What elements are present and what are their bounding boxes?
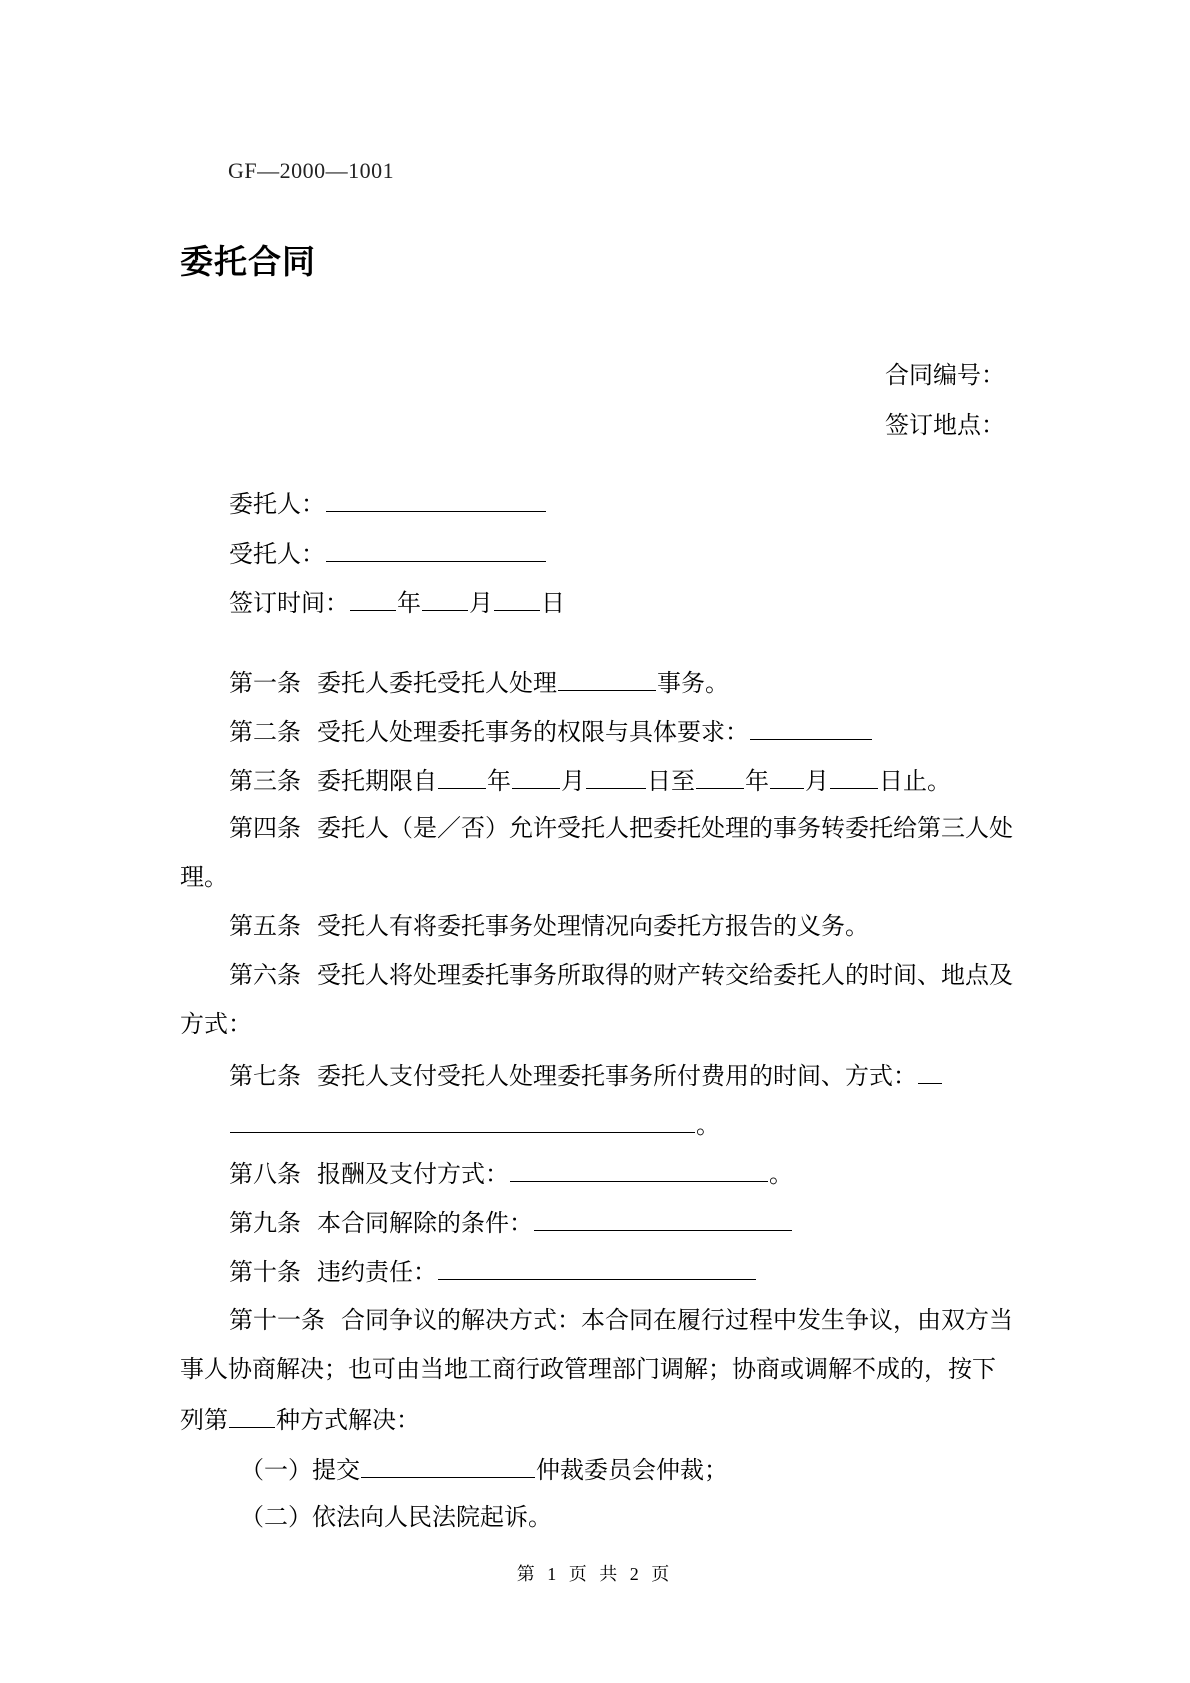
article-9-number: 第九条 [229, 1209, 301, 1237]
article-7-blank-start[interactable] [918, 1057, 942, 1084]
article-5 [229, 909, 869, 943]
agent-label: 受托人： [229, 540, 325, 568]
article-11-text: 合同争议的解决方式：本合同在履行过程中发生争议，由双方当 [341, 1306, 1013, 1334]
article-3-number: 第三条 [229, 767, 301, 795]
article-7-blank[interactable] [230, 1106, 695, 1133]
sign-year-blank[interactable] [350, 584, 396, 611]
article-11-continuation-1: 事人协商解决；也可由当地工商行政管理部门调解；协商或调解不成的，按下 [180, 1355, 996, 1383]
option-1 [240, 1451, 728, 1487]
page-footer: 第 1 页 共 2 页 [516, 1564, 674, 1584]
document-code: GF—2000—1001 [228, 158, 395, 183]
day-label: 日 [541, 589, 565, 617]
article-5-number: 第五条 [229, 912, 301, 940]
article-3-day1-blank[interactable] [586, 762, 646, 789]
article-3-month2-label: 月 [805, 767, 829, 795]
article-5-text: 受托人有将委托事务处理情况向委托方报告的义务。 [317, 912, 869, 940]
article-3-year1-label: 年 [487, 767, 511, 795]
article-1 [229, 664, 729, 700]
article-3-day-to-label: 日至 [647, 767, 695, 795]
article-4-text: 委托人（是／否）允许受托人把委托处理的事务转委托给第三人处 [317, 814, 1013, 842]
article-6-text: 受托人将处理委托事务所取得的财产转交给委托人的时间、地点及 [317, 961, 1013, 989]
article-1-blank[interactable] [558, 664, 656, 691]
article-2-blank[interactable] [750, 713, 872, 740]
article-3-month2-blank[interactable] [770, 762, 804, 789]
article-8 [229, 1155, 793, 1191]
article-2-text: 受托人处理委托事务的权限与具体要求： [317, 718, 749, 746]
article-4 [229, 811, 1013, 845]
article-8-end: 。 [769, 1160, 793, 1188]
article-4-continuation: 理。 [180, 863, 228, 891]
article-8-blank[interactable] [510, 1155, 768, 1182]
article-10 [229, 1253, 757, 1289]
article-3-end-label: 日止。 [879, 767, 951, 795]
option-1-text-end: 仲裁委员会仲裁； [536, 1456, 728, 1484]
article-1-text-end: 事务。 [657, 669, 729, 697]
article-11-number: 第十一条 [229, 1306, 325, 1334]
article-3-year2-label: 年 [745, 767, 769, 795]
article-11-option-blank[interactable] [229, 1401, 275, 1428]
article-6-number: 第六条 [229, 961, 301, 989]
article-8-number: 第八条 [229, 1160, 301, 1188]
option-1-blank[interactable] [361, 1451, 535, 1478]
article-1-text: 委托人委托受托人处理 [317, 669, 557, 697]
sign-month-blank[interactable] [422, 584, 468, 611]
option-2: （二）依法向人民法院起诉。 [240, 1503, 552, 1531]
article-10-blank[interactable] [438, 1253, 756, 1280]
agent-blank[interactable] [326, 535, 546, 562]
article-3-month1-label: 月 [561, 767, 585, 795]
principal-label: 委托人： [229, 490, 325, 518]
article-11-continuation-2 [180, 1401, 420, 1437]
sign-place-label: 签订地点： [885, 411, 1005, 439]
page-title: 委托合同 [180, 242, 316, 281]
article-8-text: 报酬及支付方式： [317, 1160, 509, 1188]
article-2 [229, 713, 873, 749]
month-label: 月 [469, 589, 493, 617]
sign-day-blank[interactable] [494, 584, 540, 611]
principal-blank[interactable] [326, 485, 546, 512]
article-3-day2-blank[interactable] [830, 762, 878, 789]
contract-number-label: 合同编号： [885, 361, 1005, 389]
article-11-text-c1: 列第 [180, 1406, 228, 1434]
article-10-number: 第十条 [229, 1258, 301, 1286]
article-7-text: 委托人支付受托人处理委托事务所付费用的时间、方式： [317, 1062, 917, 1090]
article-7 [229, 1057, 943, 1093]
article-9-blank[interactable] [534, 1204, 792, 1231]
article-11-text-c2: 种方式解决： [276, 1406, 420, 1434]
article-7-continuation [229, 1106, 720, 1142]
article-11 [229, 1303, 1013, 1337]
option-1-text: （一）提交 [240, 1456, 360, 1484]
year-label: 年 [397, 589, 421, 617]
article-2-number: 第二条 [229, 718, 301, 746]
article-9-text: 本合同解除的条件： [317, 1209, 533, 1237]
article-6 [229, 958, 1013, 992]
article-3-year1-blank[interactable] [438, 762, 486, 789]
article-3-month1-blank[interactable] [512, 762, 560, 789]
principal-line [229, 485, 547, 521]
article-10-text: 违约责任： [317, 1258, 437, 1286]
article-3-year2-blank[interactable] [696, 762, 744, 789]
article-1-number: 第一条 [229, 669, 301, 697]
article-3 [229, 762, 951, 798]
agent-line [229, 535, 547, 571]
sign-time-line [229, 584, 565, 620]
article-3-text: 委托期限自 [317, 767, 437, 795]
article-6-continuation: 方式： [180, 1010, 252, 1038]
sign-time-label: 签订时间： [229, 589, 349, 617]
article-4-number: 第四条 [229, 814, 301, 842]
article-7-end: 。 [696, 1111, 720, 1139]
article-9 [229, 1204, 793, 1240]
article-7-number: 第七条 [229, 1062, 301, 1090]
